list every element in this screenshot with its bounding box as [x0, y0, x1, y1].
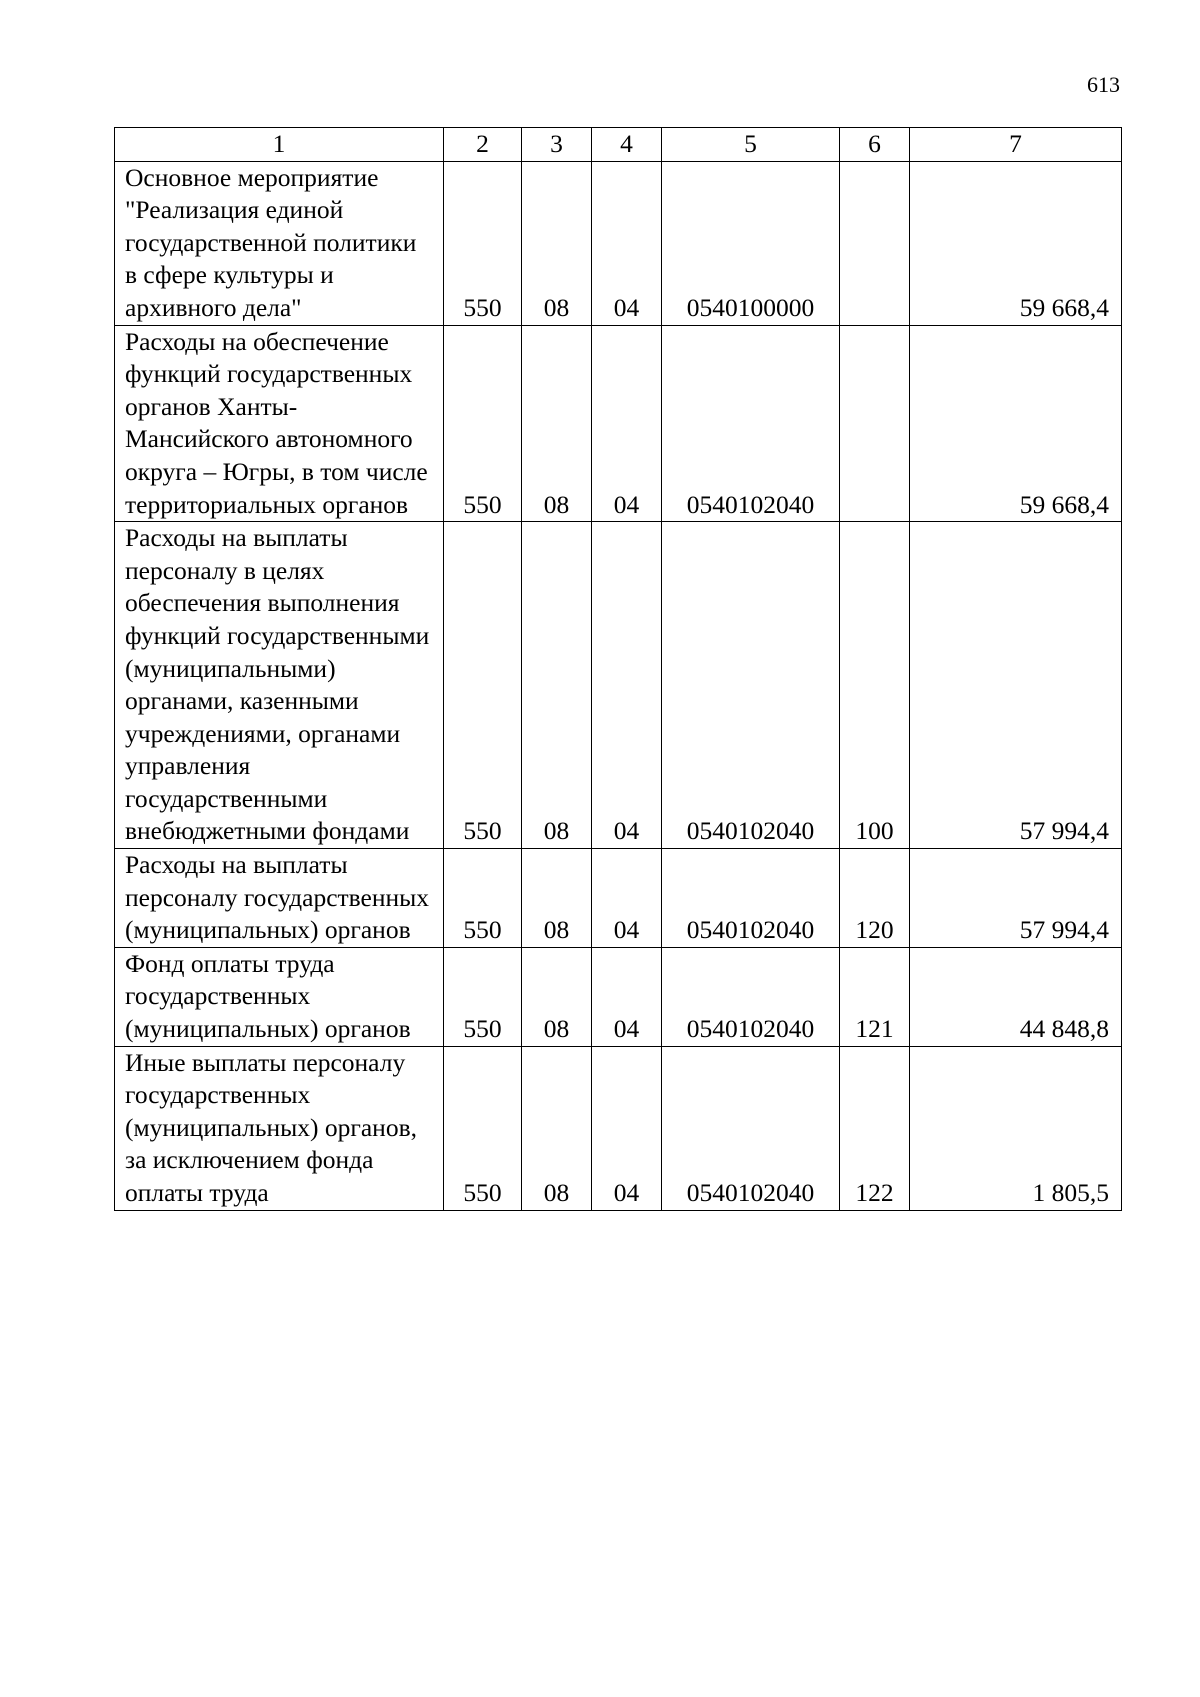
code-cell: 550 — [444, 947, 522, 1046]
column-header: 7 — [910, 128, 1122, 162]
expense-type-cell: 120 — [840, 849, 910, 948]
expense-name-cell: Расходы на выплаты персоналу в целях обеспечения выполнения функций государственными (муниципальными) органами, казенными учреждениями, органами управления государственными внебюджетными фондами — [115, 522, 444, 849]
table-row — [115, 1046, 1122, 1210]
column-header: 6 — [840, 128, 910, 162]
column-header: 3 — [522, 128, 592, 162]
target-article-cell: 0540100000 — [662, 161, 840, 325]
page-number: 613 — [1087, 72, 1120, 97]
amount-cell: 59 668,4 — [910, 325, 1122, 522]
header-row — [115, 128, 1122, 162]
target-article-cell: 0540102040 — [662, 522, 840, 849]
code-cell: 550 — [444, 1046, 522, 1210]
code-cell: 550 — [444, 522, 522, 849]
expense-name-cell: Иные выплаты персоналу государственных (муниципальных) органов, за исключением фонда оплаты труда — [115, 1046, 444, 1210]
subsection-cell: 04 — [592, 325, 662, 522]
section-cell: 08 — [522, 1046, 592, 1210]
budget-table — [114, 127, 1122, 1211]
expense-type-cell: 121 — [840, 947, 910, 1046]
expense-type-cell — [840, 325, 910, 522]
section-cell: 08 — [522, 325, 592, 522]
subsection-cell: 04 — [592, 522, 662, 849]
table-row — [115, 522, 1122, 849]
expense-name-cell: Расходы на обеспечение функций государственных органов Ханты-Мансийского автономного округа – Югры, в том числе территориальных органов — [115, 325, 444, 522]
expense-name-cell: Основное мероприятие "Реализация единой государственной политики в сфере культуры и архивного дела" — [115, 161, 444, 325]
table-row — [115, 849, 1122, 948]
table-row — [115, 947, 1122, 1046]
column-header: 5 — [662, 128, 840, 162]
amount-cell: 57 994,4 — [910, 522, 1122, 849]
expense-type-cell — [840, 161, 910, 325]
section-cell: 08 — [522, 849, 592, 948]
subsection-cell: 04 — [592, 947, 662, 1046]
section-cell: 08 — [522, 522, 592, 849]
target-article-cell: 0540102040 — [662, 325, 840, 522]
code-cell: 550 — [444, 849, 522, 948]
code-cell: 550 — [444, 161, 522, 325]
section-cell: 08 — [522, 947, 592, 1046]
subsection-cell: 04 — [592, 161, 662, 325]
code-cell: 550 — [444, 325, 522, 522]
amount-cell: 59 668,4 — [910, 161, 1122, 325]
section-cell: 08 — [522, 161, 592, 325]
expense-name-cell: Расходы на выплаты персоналу государственных (муниципальных) органов — [115, 849, 444, 948]
expense-type-cell: 100 — [840, 522, 910, 849]
column-header: 1 — [115, 128, 444, 162]
expense-type-cell: 122 — [840, 1046, 910, 1210]
target-article-cell: 0540102040 — [662, 849, 840, 948]
target-article-cell: 0540102040 — [662, 947, 840, 1046]
target-article-cell: 0540102040 — [662, 1046, 840, 1210]
table-row — [115, 325, 1122, 522]
column-header: 4 — [592, 128, 662, 162]
column-header: 2 — [444, 128, 522, 162]
amount-cell: 44 848,8 — [910, 947, 1122, 1046]
amount-cell: 57 994,4 — [910, 849, 1122, 948]
subsection-cell: 04 — [592, 849, 662, 948]
expense-name-cell: Фонд оплаты труда государственных (муниципальных) органов — [115, 947, 444, 1046]
amount-cell: 1 805,5 — [910, 1046, 1122, 1210]
subsection-cell: 04 — [592, 1046, 662, 1210]
table-row — [115, 161, 1122, 325]
